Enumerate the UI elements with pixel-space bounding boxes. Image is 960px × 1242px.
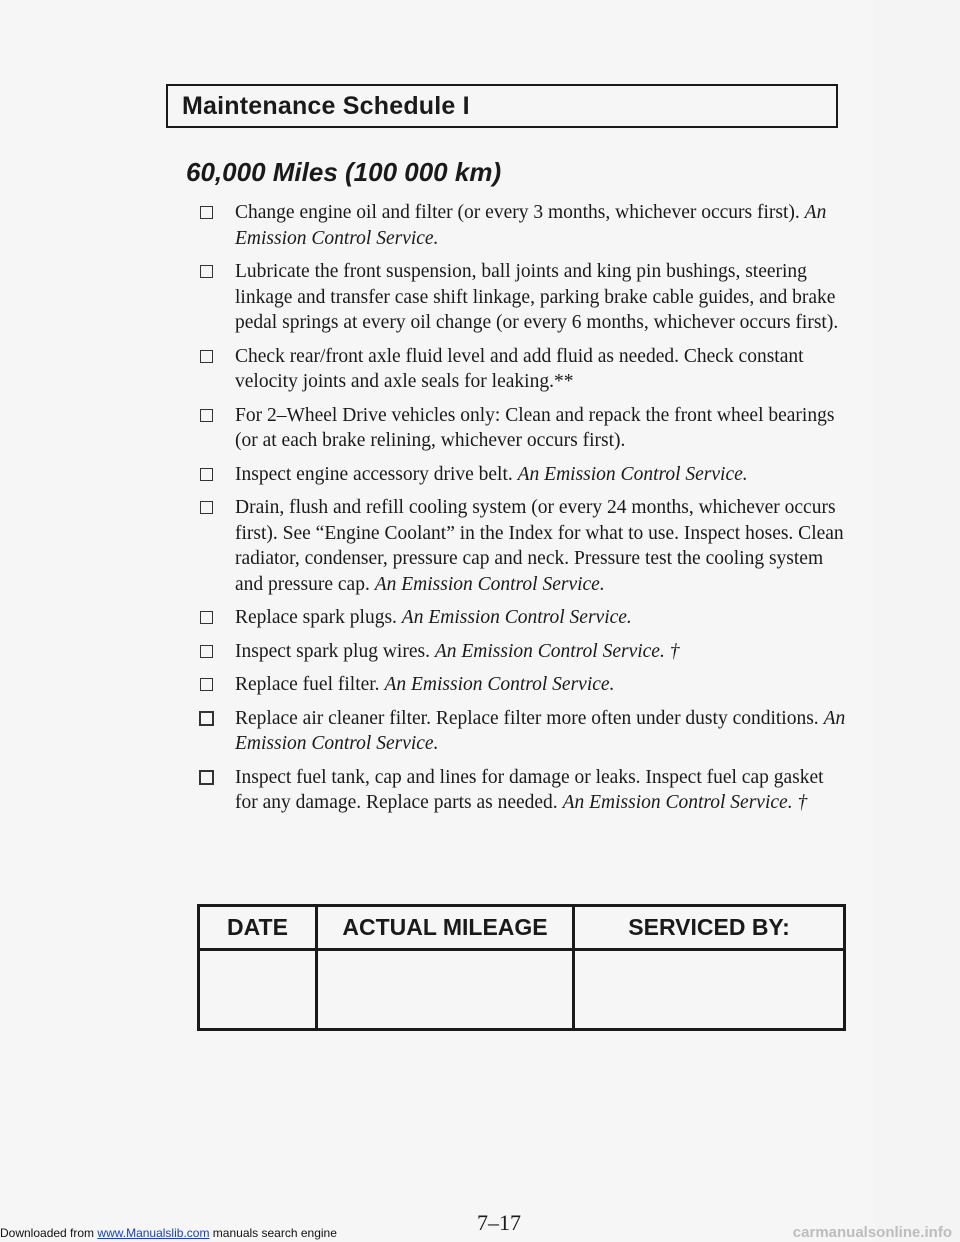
item-text: Replace spark plugs.: [235, 607, 397, 628]
table-header: [200, 907, 843, 951]
item-note: An Emission Control Service.: [401, 607, 632, 628]
list-item: [200, 706, 850, 757]
column-header-mileage: ACTUAL MILEAGE: [318, 907, 575, 948]
checkbox-icon[interactable]: [200, 645, 213, 658]
item-note: An Emission Control Service. †: [562, 792, 808, 813]
page-number: 7–17: [477, 1210, 521, 1235]
checkbox-icon[interactable]: [199, 711, 214, 726]
list-item: [200, 259, 850, 336]
list-item: [200, 495, 850, 597]
item-note: An Emission Control Service.: [374, 573, 605, 595]
item-note: An Emission Control Service.: [235, 707, 846, 754]
item-note: An Emission Control Service.: [384, 674, 615, 695]
list-item: [200, 672, 850, 698]
item-note: An Emission Control Service. †: [434, 640, 680, 662]
list-item: [200, 462, 850, 488]
item-text: Inspect fuel tank, cap and lines for damage or leaks. Inspect fuel cap gasket for any damage. Replace parts as needed.: [235, 766, 824, 813]
item-text: Replace air cleaner filter. Replace filter more often under dusty conditions.: [235, 707, 819, 729]
list-item: [200, 403, 850, 454]
date-cell[interactable]: [200, 948, 318, 1028]
item-text: Lubricate the front suspension, ball joints and king pin bushings, steering linkage and transfer case shift linkage, parking brake cable guides, and brake pedal springs at every oil change (or every 6 months, whichever occurs first).: [235, 261, 839, 333]
footer-prefix: Downloaded from: [0, 1226, 95, 1240]
section-title: 60,000 Miles (100 000 km): [186, 157, 502, 187]
footer-suffix: manuals search engine: [212, 1226, 337, 1240]
item-text: For 2–Wheel Drive vehicles only: Clean and repack the front wheel bearings (or at each brake relining, whichever occurs first).: [235, 404, 835, 451]
item-text: Inspect spark plug wires.: [235, 640, 430, 662]
checkbox-icon[interactable]: [199, 770, 214, 785]
item-note: An Emission Control Service.: [517, 463, 748, 485]
checkbox-icon[interactable]: [200, 206, 213, 219]
checkbox-icon[interactable]: [200, 678, 213, 691]
list-item: [200, 200, 850, 251]
column-header-date: DATE: [200, 907, 318, 948]
checkbox-icon[interactable]: [200, 501, 213, 514]
checkbox-icon[interactable]: [200, 611, 213, 624]
item-text: Inspect engine accessory drive belt.: [235, 463, 513, 485]
list-item: [200, 639, 850, 665]
checkbox-icon[interactable]: [200, 468, 213, 481]
mileage-cell[interactable]: [318, 948, 575, 1028]
checkbox-icon[interactable]: [200, 350, 213, 363]
header-box: [166, 84, 838, 128]
checkbox-icon[interactable]: [200, 409, 213, 422]
service-record-table: [197, 904, 846, 1031]
manualslib-link[interactable]: www.Manualslib.com: [97, 1226, 210, 1240]
checkbox-icon[interactable]: [200, 265, 213, 278]
checklist: [200, 200, 850, 824]
item-text: Check rear/front axle fluid level and add fluid as needed. Check constant velocity joints and axle seals for leaking.**: [235, 345, 804, 392]
serviced-by-cell[interactable]: [575, 948, 843, 1028]
download-footer: [0, 1226, 337, 1240]
table-row: [200, 948, 843, 1028]
item-note: An Emission Control Service.: [235, 202, 827, 249]
list-item: [200, 344, 850, 395]
item-text: Change engine oil and filter (or every 3 months, whichever occurs first).: [235, 202, 800, 223]
item-text: Drain, flush and refill cooling system (or every 24 months, whichever occurs first). See “Engine Coolant” in the Index for what to use. Inspect hoses. Clean radiator, condenser, pressure cap and neck. Pressure test the cooling system and pressure cap.: [235, 497, 844, 595]
column-header-serviced-by: SERVICED BY:: [628, 914, 790, 940]
list-item: [200, 605, 850, 631]
watermark: carmanualsonline.info: [792, 1224, 952, 1241]
header-title: Maintenance Schedule I: [182, 92, 470, 120]
list-item: [200, 765, 850, 816]
item-text: Replace fuel filter.: [235, 674, 380, 695]
